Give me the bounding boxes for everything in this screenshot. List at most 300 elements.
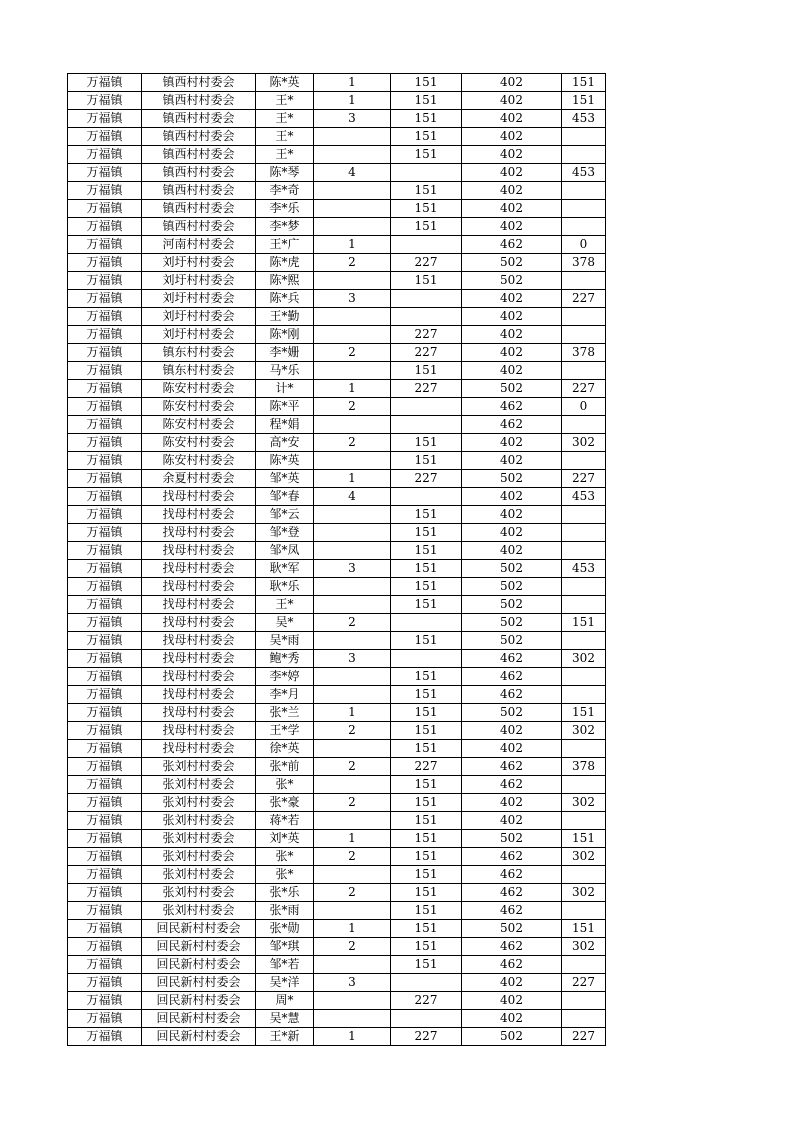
- value-c-cell: 378: [562, 254, 606, 272]
- town-cell: 万福镇: [68, 380, 142, 398]
- town-cell: 万福镇: [68, 506, 142, 524]
- table-row: [68, 830, 606, 848]
- name-cell: 王*新: [256, 1028, 314, 1046]
- village-committee-cell: 张刘村村委会: [142, 758, 256, 776]
- table-row: [68, 740, 606, 758]
- village-committee-cell: 镇西村村委会: [142, 146, 256, 164]
- value-c-cell: 227: [562, 1028, 606, 1046]
- value-b-cell: 402: [462, 506, 562, 524]
- table-row: [68, 992, 606, 1010]
- value-c-cell: [562, 128, 606, 146]
- value-c-cell: [562, 200, 606, 218]
- value-b-cell: 462: [462, 866, 562, 884]
- value-a-cell: 151: [391, 362, 462, 380]
- value-c-cell: [562, 596, 606, 614]
- name-cell: 张*: [256, 848, 314, 866]
- value-a-cell: 151: [391, 200, 462, 218]
- name-cell: 程*娟: [256, 416, 314, 434]
- village-committee-cell: 找母村村委会: [142, 668, 256, 686]
- count-cell: 2: [314, 614, 391, 632]
- town-cell: 万福镇: [68, 272, 142, 290]
- name-cell: 王*勤: [256, 308, 314, 326]
- count-cell: [314, 596, 391, 614]
- value-a-cell: 151: [391, 542, 462, 560]
- village-committee-cell: 找母村村委会: [142, 524, 256, 542]
- town-cell: 万福镇: [68, 1010, 142, 1028]
- village-committee-cell: 镇西村村委会: [142, 74, 256, 92]
- name-cell: 吴*洋: [256, 974, 314, 992]
- value-b-cell: 462: [462, 398, 562, 416]
- town-cell: 万福镇: [68, 362, 142, 380]
- value-a-cell: 151: [391, 956, 462, 974]
- table-row: [68, 254, 606, 272]
- count-cell: [314, 218, 391, 236]
- value-a-cell: 151: [391, 560, 462, 578]
- table-row: [68, 200, 606, 218]
- value-b-cell: 402: [462, 110, 562, 128]
- count-cell: [314, 578, 391, 596]
- table-row: [68, 938, 606, 956]
- town-cell: 万福镇: [68, 200, 142, 218]
- village-committee-cell: 镇西村村委会: [142, 164, 256, 182]
- village-committee-cell: 陈安村村委会: [142, 416, 256, 434]
- count-cell: 1: [314, 74, 391, 92]
- village-committee-cell: 刘圩村村委会: [142, 308, 256, 326]
- table-row: [68, 416, 606, 434]
- village-committee-cell: 找母村村委会: [142, 686, 256, 704]
- value-b-cell: 402: [462, 452, 562, 470]
- value-c-cell: [562, 416, 606, 434]
- value-b-cell: 462: [462, 956, 562, 974]
- name-cell: 王*: [256, 110, 314, 128]
- name-cell: 陈*英: [256, 74, 314, 92]
- value-a-cell: 151: [391, 866, 462, 884]
- village-committee-cell: 河南村村委会: [142, 236, 256, 254]
- table-row: [68, 290, 606, 308]
- table-row: [68, 452, 606, 470]
- town-cell: 万福镇: [68, 218, 142, 236]
- value-a-cell: [391, 650, 462, 668]
- name-cell: 耿*军: [256, 560, 314, 578]
- count-cell: 1: [314, 380, 391, 398]
- village-committee-cell: 回民新村村委会: [142, 938, 256, 956]
- name-cell: 吴*雨: [256, 632, 314, 650]
- value-c-cell: 378: [562, 344, 606, 362]
- value-c-cell: [562, 362, 606, 380]
- value-a-cell: 151: [391, 578, 462, 596]
- value-b-cell: 462: [462, 416, 562, 434]
- table-row: [68, 866, 606, 884]
- village-committee-cell: 张刘村村委会: [142, 884, 256, 902]
- village-committee-cell: 刘圩村村委会: [142, 290, 256, 308]
- value-a-cell: 151: [391, 704, 462, 722]
- count-cell: [314, 632, 391, 650]
- value-b-cell: 402: [462, 74, 562, 92]
- value-a-cell: 227: [391, 470, 462, 488]
- value-a-cell: [391, 236, 462, 254]
- table-row: [68, 884, 606, 902]
- value-b-cell: 502: [462, 632, 562, 650]
- count-cell: 2: [314, 938, 391, 956]
- town-cell: 万福镇: [68, 110, 142, 128]
- value-a-cell: 151: [391, 452, 462, 470]
- town-cell: 万福镇: [68, 776, 142, 794]
- town-cell: 万福镇: [68, 902, 142, 920]
- value-c-cell: [562, 992, 606, 1010]
- count-cell: 3: [314, 290, 391, 308]
- value-c-cell: 378: [562, 758, 606, 776]
- value-b-cell: 462: [462, 236, 562, 254]
- village-committee-cell: 找母村村委会: [142, 650, 256, 668]
- count-cell: 3: [314, 560, 391, 578]
- table-row: [68, 596, 606, 614]
- table-row: [68, 524, 606, 542]
- name-cell: 吴*: [256, 614, 314, 632]
- count-cell: [314, 992, 391, 1010]
- value-b-cell: 402: [462, 326, 562, 344]
- value-a-cell: [391, 398, 462, 416]
- value-c-cell: [562, 542, 606, 560]
- town-cell: 万福镇: [68, 866, 142, 884]
- count-cell: 1: [314, 830, 391, 848]
- name-cell: 王*学: [256, 722, 314, 740]
- value-c-cell: [562, 578, 606, 596]
- village-committee-cell: 回民新村村委会: [142, 920, 256, 938]
- village-committee-cell: 镇西村村委会: [142, 110, 256, 128]
- count-cell: [314, 524, 391, 542]
- value-a-cell: 151: [391, 596, 462, 614]
- table-row: [68, 704, 606, 722]
- village-committee-cell: 回民新村村委会: [142, 992, 256, 1010]
- village-committee-cell: 镇西村村委会: [142, 200, 256, 218]
- town-cell: 万福镇: [68, 452, 142, 470]
- value-a-cell: [391, 488, 462, 506]
- village-committee-cell: 刘圩村村委会: [142, 254, 256, 272]
- value-a-cell: 227: [391, 992, 462, 1010]
- table-row: [68, 326, 606, 344]
- value-b-cell: 402: [462, 1010, 562, 1028]
- count-cell: 1: [314, 704, 391, 722]
- value-a-cell: 227: [391, 254, 462, 272]
- village-committee-cell: 张刘村村委会: [142, 830, 256, 848]
- town-cell: 万福镇: [68, 704, 142, 722]
- name-cell: 陈*英: [256, 452, 314, 470]
- value-b-cell: 462: [462, 938, 562, 956]
- value-a-cell: 151: [391, 920, 462, 938]
- count-cell: 1: [314, 92, 391, 110]
- table-row: [68, 398, 606, 416]
- count-cell: 1: [314, 1028, 391, 1046]
- value-c-cell: 453: [562, 560, 606, 578]
- value-b-cell: 502: [462, 380, 562, 398]
- count-cell: [314, 362, 391, 380]
- count-cell: 2: [314, 254, 391, 272]
- village-committee-cell: 找母村村委会: [142, 578, 256, 596]
- value-c-cell: 302: [562, 884, 606, 902]
- value-c-cell: [562, 1010, 606, 1028]
- name-cell: 徐*英: [256, 740, 314, 758]
- table-row: [68, 650, 606, 668]
- town-cell: 万福镇: [68, 668, 142, 686]
- town-cell: 万福镇: [68, 290, 142, 308]
- town-cell: 万福镇: [68, 938, 142, 956]
- value-c-cell: 453: [562, 488, 606, 506]
- name-cell: 陈*刚: [256, 326, 314, 344]
- count-cell: 3: [314, 650, 391, 668]
- count-cell: 2: [314, 344, 391, 362]
- name-cell: 邹*琪: [256, 938, 314, 956]
- table-row: [68, 722, 606, 740]
- value-a-cell: 227: [391, 380, 462, 398]
- value-a-cell: [391, 974, 462, 992]
- value-c-cell: [562, 146, 606, 164]
- count-cell: [314, 326, 391, 344]
- town-cell: 万福镇: [68, 1028, 142, 1046]
- table-row: [68, 632, 606, 650]
- count-cell: [314, 416, 391, 434]
- count-cell: [314, 812, 391, 830]
- value-c-cell: 151: [562, 92, 606, 110]
- town-cell: 万福镇: [68, 560, 142, 578]
- town-cell: 万福镇: [68, 470, 142, 488]
- count-cell: 1: [314, 920, 391, 938]
- name-cell: 耿*乐: [256, 578, 314, 596]
- name-cell: 陈*兵: [256, 290, 314, 308]
- table-body: [68, 74, 606, 1046]
- table-row: [68, 1010, 606, 1028]
- table-row: [68, 920, 606, 938]
- value-b-cell: 402: [462, 218, 562, 236]
- value-b-cell: 502: [462, 596, 562, 614]
- value-c-cell: [562, 812, 606, 830]
- table-row: [68, 902, 606, 920]
- village-committee-cell: 镇西村村委会: [142, 92, 256, 110]
- value-b-cell: 462: [462, 902, 562, 920]
- value-a-cell: 151: [391, 776, 462, 794]
- village-committee-cell: 镇东村村委会: [142, 362, 256, 380]
- town-cell: 万福镇: [68, 686, 142, 704]
- count-cell: [314, 182, 391, 200]
- name-cell: 邹*英: [256, 470, 314, 488]
- value-a-cell: 151: [391, 740, 462, 758]
- village-committee-cell: 回民新村村委会: [142, 1028, 256, 1046]
- town-cell: 万福镇: [68, 578, 142, 596]
- value-a-cell: 151: [391, 506, 462, 524]
- count-cell: 2: [314, 884, 391, 902]
- count-cell: [314, 542, 391, 560]
- value-a-cell: 151: [391, 92, 462, 110]
- value-b-cell: 402: [462, 362, 562, 380]
- name-cell: 吴*慧: [256, 1010, 314, 1028]
- name-cell: 张*: [256, 866, 314, 884]
- town-cell: 万福镇: [68, 884, 142, 902]
- name-cell: 李*姗: [256, 344, 314, 362]
- value-c-cell: [562, 632, 606, 650]
- name-cell: 李*月: [256, 686, 314, 704]
- value-a-cell: 151: [391, 668, 462, 686]
- table-row: [68, 362, 606, 380]
- value-b-cell: 502: [462, 578, 562, 596]
- value-c-cell: 0: [562, 236, 606, 254]
- name-cell: 邹*云: [256, 506, 314, 524]
- table-row: [68, 758, 606, 776]
- name-cell: 陈*熙: [256, 272, 314, 290]
- value-a-cell: [391, 164, 462, 182]
- value-c-cell: [562, 326, 606, 344]
- town-cell: 万福镇: [68, 326, 142, 344]
- town-cell: 万福镇: [68, 398, 142, 416]
- value-c-cell: [562, 182, 606, 200]
- village-committee-cell: 找母村村委会: [142, 506, 256, 524]
- value-c-cell: 227: [562, 380, 606, 398]
- table-row: [68, 470, 606, 488]
- village-committee-cell: 找母村村委会: [142, 542, 256, 560]
- name-cell: 马*乐: [256, 362, 314, 380]
- value-c-cell: 151: [562, 614, 606, 632]
- value-c-cell: [562, 902, 606, 920]
- village-committee-cell: 镇西村村委会: [142, 128, 256, 146]
- town-cell: 万福镇: [68, 920, 142, 938]
- value-b-cell: 502: [462, 272, 562, 290]
- value-c-cell: 227: [562, 974, 606, 992]
- name-cell: 王*广: [256, 236, 314, 254]
- value-c-cell: 302: [562, 434, 606, 452]
- town-cell: 万福镇: [68, 974, 142, 992]
- value-b-cell: 502: [462, 830, 562, 848]
- name-cell: 张*豪: [256, 794, 314, 812]
- value-b-cell: 402: [462, 200, 562, 218]
- value-b-cell: 462: [462, 776, 562, 794]
- count-cell: [314, 686, 391, 704]
- value-c-cell: [562, 956, 606, 974]
- value-b-cell: 402: [462, 722, 562, 740]
- town-cell: 万福镇: [68, 344, 142, 362]
- name-cell: 李*梦: [256, 218, 314, 236]
- table-row: [68, 578, 606, 596]
- value-c-cell: 302: [562, 794, 606, 812]
- village-committee-cell: 找母村村委会: [142, 614, 256, 632]
- value-a-cell: 151: [391, 848, 462, 866]
- table-row: [68, 794, 606, 812]
- name-cell: 鲍*秀: [256, 650, 314, 668]
- value-b-cell: 402: [462, 308, 562, 326]
- value-a-cell: 151: [391, 146, 462, 164]
- name-cell: 王*: [256, 92, 314, 110]
- village-committee-cell: 找母村村委会: [142, 488, 256, 506]
- value-b-cell: 462: [462, 848, 562, 866]
- value-b-cell: 402: [462, 992, 562, 1010]
- value-b-cell: 402: [462, 488, 562, 506]
- count-cell: 2: [314, 848, 391, 866]
- village-committee-cell: 陈安村村委会: [142, 434, 256, 452]
- value-b-cell: 402: [462, 164, 562, 182]
- value-b-cell: 502: [462, 704, 562, 722]
- name-cell: 张*兰: [256, 704, 314, 722]
- name-cell: 李*乐: [256, 200, 314, 218]
- value-b-cell: 402: [462, 344, 562, 362]
- town-cell: 万福镇: [68, 182, 142, 200]
- town-cell: 万福镇: [68, 812, 142, 830]
- count-cell: 1: [314, 470, 391, 488]
- value-c-cell: [562, 686, 606, 704]
- value-a-cell: [391, 1010, 462, 1028]
- value-c-cell: [562, 668, 606, 686]
- town-cell: 万福镇: [68, 650, 142, 668]
- value-a-cell: 151: [391, 830, 462, 848]
- value-b-cell: 402: [462, 434, 562, 452]
- count-cell: 2: [314, 794, 391, 812]
- value-a-cell: 227: [391, 344, 462, 362]
- town-cell: 万福镇: [68, 74, 142, 92]
- count-cell: [314, 146, 391, 164]
- village-committee-cell: 陈安村村委会: [142, 452, 256, 470]
- name-cell: 邹*春: [256, 488, 314, 506]
- value-a-cell: 151: [391, 812, 462, 830]
- village-committee-cell: 找母村村委会: [142, 740, 256, 758]
- value-a-cell: 151: [391, 110, 462, 128]
- value-b-cell: 502: [462, 920, 562, 938]
- value-c-cell: 302: [562, 650, 606, 668]
- village-committee-cell: 找母村村委会: [142, 560, 256, 578]
- town-cell: 万福镇: [68, 542, 142, 560]
- value-a-cell: 151: [391, 794, 462, 812]
- table-row: [68, 974, 606, 992]
- value-b-cell: 462: [462, 686, 562, 704]
- table-row: [68, 380, 606, 398]
- table-row: [68, 488, 606, 506]
- value-a-cell: 151: [391, 686, 462, 704]
- village-committee-cell: 张刘村村委会: [142, 776, 256, 794]
- count-cell: [314, 956, 391, 974]
- count-cell: 2: [314, 722, 391, 740]
- town-cell: 万福镇: [68, 524, 142, 542]
- count-cell: 3: [314, 974, 391, 992]
- town-cell: 万福镇: [68, 164, 142, 182]
- town-cell: 万福镇: [68, 308, 142, 326]
- count-cell: [314, 128, 391, 146]
- name-cell: 邹*若: [256, 956, 314, 974]
- town-cell: 万福镇: [68, 416, 142, 434]
- value-a-cell: 227: [391, 1028, 462, 1046]
- value-a-cell: 151: [391, 884, 462, 902]
- name-cell: 张*: [256, 776, 314, 794]
- village-committee-cell: 镇东村村委会: [142, 344, 256, 362]
- value-b-cell: 502: [462, 1028, 562, 1046]
- count-cell: [314, 776, 391, 794]
- village-committee-cell: 找母村村委会: [142, 596, 256, 614]
- village-committee-cell: 张刘村村委会: [142, 902, 256, 920]
- town-cell: 万福镇: [68, 848, 142, 866]
- table-row: [68, 128, 606, 146]
- value-c-cell: 151: [562, 920, 606, 938]
- count-cell: [314, 308, 391, 326]
- table-row: [68, 308, 606, 326]
- count-cell: [314, 902, 391, 920]
- town-cell: 万福镇: [68, 722, 142, 740]
- table-row: [68, 776, 606, 794]
- table-row: [68, 164, 606, 182]
- count-cell: [314, 452, 391, 470]
- value-b-cell: 502: [462, 470, 562, 488]
- table-row: [68, 848, 606, 866]
- value-b-cell: 462: [462, 758, 562, 776]
- village-committee-cell: 张刘村村委会: [142, 848, 256, 866]
- value-a-cell: 151: [391, 902, 462, 920]
- value-c-cell: 227: [562, 470, 606, 488]
- table-row: [68, 182, 606, 200]
- value-c-cell: [562, 506, 606, 524]
- town-cell: 万福镇: [68, 830, 142, 848]
